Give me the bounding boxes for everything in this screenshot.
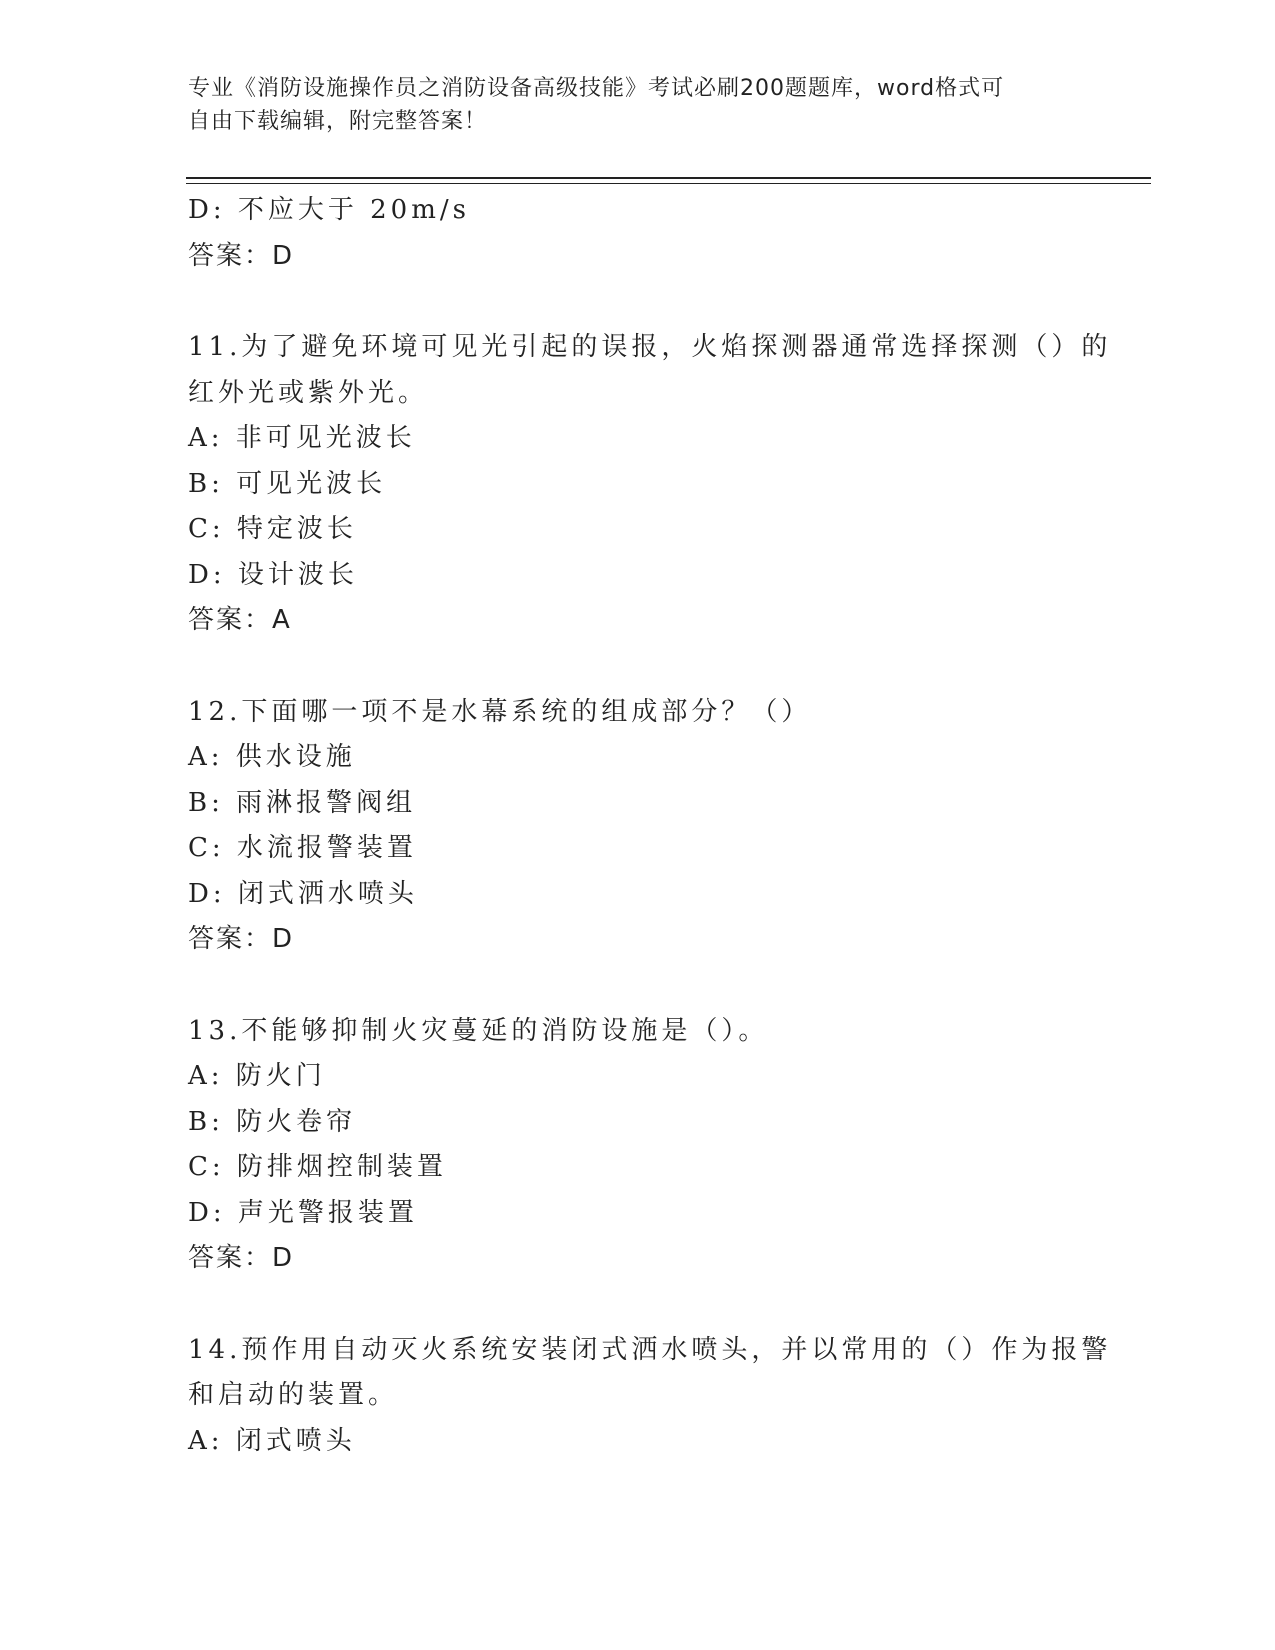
question-stem-cont: 和启动的装置。 — [188, 1380, 399, 1410]
answer: 答案：D — [188, 1243, 295, 1273]
answer: 答案：A — [188, 605, 292, 635]
option-c: C: 防排烟控制装置 — [188, 1152, 447, 1182]
question-13 — [188, 1009, 1088, 1282]
question-stem: 14.预作用自动灭火系统安装闭式洒水喷头，并以常用的（）作为报警 — [188, 1334, 1112, 1365]
document-header — [188, 72, 1068, 138]
question-11 — [188, 325, 1112, 644]
option-d: D: 闭式洒水喷头 — [188, 878, 418, 909]
spacer — [188, 1282, 1088, 1328]
header-rule-thin — [186, 183, 1151, 184]
prev-answer: 答案：D — [188, 240, 295, 271]
option-a: A: 闭式喷头 — [188, 1425, 356, 1456]
option-a: A: 供水设施 — [188, 742, 356, 772]
option-a: A: 防火门 — [188, 1061, 326, 1091]
option-c: C: 水流报警装置 — [188, 833, 417, 863]
question-12 — [188, 690, 1088, 963]
option-a: A: 非可见光波长 — [188, 423, 416, 453]
header-line-2: 自由下载编辑，附完整答案！ — [188, 109, 488, 134]
option-b: B: 可见光波长 — [188, 468, 387, 499]
option-d: D: 声光警报装置 — [188, 1197, 418, 1228]
prev-option-d: D: 不应大于 20m/s — [188, 195, 470, 225]
question-stem: 11.为了避免环境可见光引起的误报，火焰探测器通常选择探测（）的 — [188, 332, 1112, 362]
spacer — [188, 963, 1088, 1009]
option-b: B: 雨淋报警阀组 — [188, 787, 417, 818]
option-c: C: 特定波长 — [188, 514, 357, 544]
question-stem: 13.不能够抑制火灾蔓延的消防设施是（）。 — [188, 1015, 769, 1046]
spacer — [188, 279, 1088, 325]
option-b: B: 防火卷帘 — [188, 1106, 357, 1137]
question-stem-cont: 红外光或紫外光。 — [188, 377, 429, 408]
question-14 — [188, 1328, 1112, 1465]
header-line-1: 专业《消防设施操作员之消防设备高级技能》考试必刷200题题库，word格式可 — [188, 76, 1005, 101]
spacer — [188, 644, 1088, 690]
question-list — [188, 188, 1112, 1464]
question-stem: 12.下面哪一项不是水幕系统的组成部分？（） — [188, 696, 812, 727]
option-d: D: 设计波长 — [188, 559, 358, 590]
header-rule-thick — [186, 177, 1151, 179]
answer: 答案：D — [188, 924, 295, 954]
